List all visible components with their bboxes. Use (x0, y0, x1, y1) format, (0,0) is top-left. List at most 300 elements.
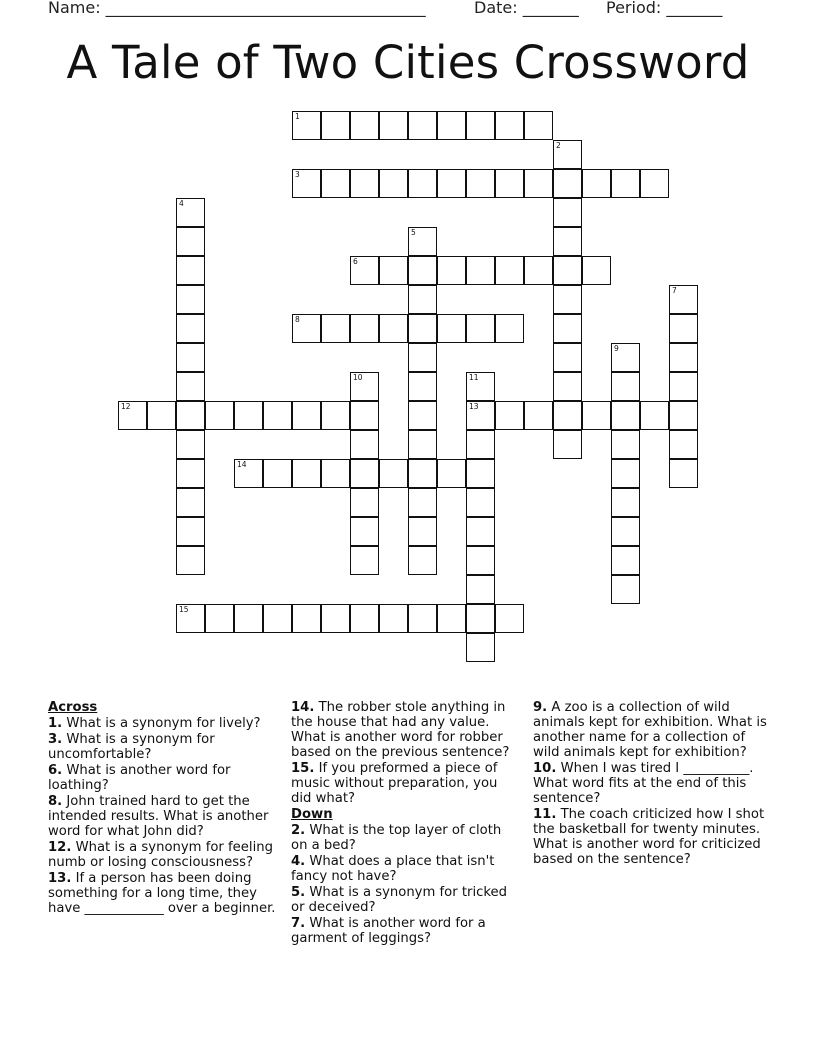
letter-input[interactable] (496, 605, 523, 632)
clue-column-3 (533, 700, 769, 868)
grid-cell[interactable] (466, 372, 495, 401)
grid-cell[interactable] (350, 169, 379, 198)
clue-item-number: 2. (291, 823, 306, 838)
letter-input[interactable] (496, 402, 523, 429)
letter-input[interactable] (583, 402, 610, 429)
grid-cell[interactable] (176, 227, 205, 256)
grid-cell[interactable] (350, 314, 379, 343)
grid-cell[interactable] (524, 111, 553, 140)
letter-input[interactable] (438, 170, 465, 197)
grid-cell[interactable] (321, 169, 350, 198)
letter-input[interactable] (554, 141, 581, 168)
date-field[interactable]: Date: _______ (474, 0, 579, 17)
grid-cell[interactable] (495, 604, 524, 633)
clue-item (291, 885, 519, 915)
grid-cell[interactable] (321, 314, 350, 343)
letter-input[interactable] (380, 460, 407, 487)
clue-number: 15 (179, 605, 189, 614)
letter-input[interactable] (612, 518, 639, 545)
letter-input[interactable] (554, 228, 581, 255)
grid-cell[interactable] (611, 169, 640, 198)
letter-input[interactable] (409, 315, 436, 342)
grid-cell[interactable] (408, 314, 437, 343)
grid-cell[interactable] (437, 256, 466, 285)
grid-cell[interactable] (524, 401, 553, 430)
grid-cell[interactable] (234, 459, 263, 488)
clue-item-text: A zoo is a collection of wild animals kept for exhibition. What is another name for a collection of wild animals kept for exhibition? (533, 700, 767, 760)
grid-cell[interactable] (379, 459, 408, 488)
letter-input[interactable] (293, 460, 320, 487)
clue-item-number: 13. (48, 871, 72, 886)
grid-cell[interactable] (176, 517, 205, 546)
letter-input[interactable] (264, 460, 291, 487)
section-heading-across: Across (48, 700, 98, 715)
grid-cell[interactable] (321, 459, 350, 488)
grid-cell[interactable] (321, 604, 350, 633)
grid-cell[interactable] (466, 546, 495, 575)
grid-cell[interactable] (553, 314, 582, 343)
grid-cell[interactable] (234, 604, 263, 633)
grid-cell[interactable] (611, 343, 640, 372)
letter-input[interactable] (496, 112, 523, 139)
grid-cell[interactable] (350, 488, 379, 517)
clue-item-text: The coach criticized how I shot the basketball for twenty minutes. What is another word for criticized based on the sentence? (533, 807, 765, 867)
grid-cell[interactable] (408, 285, 437, 314)
letter-input[interactable] (554, 170, 581, 197)
letter-input[interactable] (177, 315, 204, 342)
grid-cell[interactable] (640, 169, 669, 198)
grid-cell[interactable] (437, 169, 466, 198)
letter-input[interactable] (467, 634, 494, 661)
letter-input[interactable] (177, 402, 204, 429)
grid-cell[interactable] (553, 285, 582, 314)
grid-cell[interactable] (553, 169, 582, 198)
letter-input[interactable] (554, 286, 581, 313)
letter-input[interactable] (670, 402, 697, 429)
letter-input[interactable] (177, 373, 204, 400)
grid-cell[interactable] (669, 285, 698, 314)
letter-input[interactable] (554, 199, 581, 226)
letter-input[interactable] (322, 605, 349, 632)
letter-input[interactable] (351, 547, 378, 574)
letter-input[interactable] (264, 402, 291, 429)
grid-cell[interactable] (379, 604, 408, 633)
clue-item-text: What does a place that isn't fancy not have? (291, 854, 495, 884)
letter-input[interactable] (293, 402, 320, 429)
clue-number: 7 (672, 286, 677, 295)
letter-input[interactable] (525, 170, 552, 197)
grid-cell[interactable] (640, 401, 669, 430)
grid-cell[interactable] (263, 401, 292, 430)
section-heading-down: Down (291, 807, 333, 822)
grid-cell[interactable] (321, 111, 350, 140)
grid-cell[interactable] (408, 111, 437, 140)
letter-input[interactable] (641, 170, 668, 197)
grid-cell[interactable] (350, 256, 379, 285)
grid-cell[interactable] (553, 430, 582, 459)
grid-cell[interactable] (524, 169, 553, 198)
letter-input[interactable] (554, 257, 581, 284)
letter-input[interactable] (525, 257, 552, 284)
letter-input[interactable] (612, 431, 639, 458)
clue-item (48, 794, 280, 839)
grid-cell[interactable] (582, 169, 611, 198)
letter-input[interactable] (148, 402, 175, 429)
grid-cell[interactable] (350, 401, 379, 430)
grid-cell[interactable] (669, 314, 698, 343)
grid-cell[interactable] (350, 372, 379, 401)
letter-input[interactable] (496, 170, 523, 197)
letter-input[interactable] (293, 605, 320, 632)
grid-cell[interactable] (176, 372, 205, 401)
clue-item-text: If you preformed a piece of music without preparation, you did what? (291, 761, 498, 806)
clue-number: 5 (411, 228, 416, 237)
letter-input[interactable] (467, 576, 494, 603)
letter-input[interactable] (641, 402, 668, 429)
grid-cell[interactable] (350, 517, 379, 546)
grid-cell[interactable] (611, 401, 640, 430)
letter-input[interactable] (380, 112, 407, 139)
letter-input[interactable] (206, 605, 233, 632)
clue-item-number: 12. (48, 840, 72, 855)
letter-input[interactable] (612, 576, 639, 603)
grid-cell[interactable] (147, 401, 176, 430)
grid-cell[interactable] (292, 314, 321, 343)
grid-cell[interactable] (611, 372, 640, 401)
letter-input[interactable] (525, 112, 552, 139)
grid-cell[interactable] (669, 430, 698, 459)
name-field[interactable]: Name: ________________________________________ (48, 0, 426, 17)
letter-input[interactable] (409, 344, 436, 371)
grid-cell[interactable] (669, 343, 698, 372)
clue-number: 11 (469, 373, 479, 382)
grid-cell[interactable] (466, 401, 495, 430)
letter-input[interactable] (351, 460, 378, 487)
grid-cell[interactable] (176, 343, 205, 372)
grid-cell[interactable] (263, 604, 292, 633)
grid-cell[interactable] (466, 517, 495, 546)
clue-item-text: What is a synonym for feeling numb or losing consciousness? (48, 840, 273, 870)
letter-input[interactable] (554, 431, 581, 458)
grid-cell[interactable] (350, 546, 379, 575)
letter-input[interactable] (351, 489, 378, 516)
letter-input[interactable] (670, 286, 697, 313)
grid-cell[interactable] (611, 459, 640, 488)
letter-input[interactable] (496, 315, 523, 342)
grid-cell[interactable] (176, 314, 205, 343)
letter-input[interactable] (177, 286, 204, 313)
grid-cell[interactable] (495, 111, 524, 140)
grid-cell[interactable] (176, 285, 205, 314)
grid-cell[interactable] (350, 459, 379, 488)
clue-number: 9 (614, 344, 619, 353)
letter-input[interactable] (177, 344, 204, 371)
grid-cell[interactable] (495, 401, 524, 430)
letter-input[interactable] (409, 547, 436, 574)
letter-input[interactable] (670, 373, 697, 400)
letter-input[interactable] (177, 257, 204, 284)
grid-cell[interactable] (466, 459, 495, 488)
letter-input[interactable] (583, 170, 610, 197)
grid-cell[interactable] (553, 343, 582, 372)
grid-cell[interactable] (176, 459, 205, 488)
clue-item-text: What is another word for loathing? (48, 763, 231, 793)
grid-cell[interactable] (408, 459, 437, 488)
letter-input[interactable] (409, 431, 436, 458)
grid-cell[interactable] (495, 169, 524, 198)
letter-input[interactable] (612, 170, 639, 197)
letter-input[interactable] (670, 344, 697, 371)
letter-input[interactable] (583, 257, 610, 284)
letter-input[interactable] (351, 605, 378, 632)
grid-cell[interactable] (611, 488, 640, 517)
grid-cell[interactable] (466, 488, 495, 517)
grid-cell[interactable] (176, 198, 205, 227)
letter-input[interactable] (351, 373, 378, 400)
letter-input[interactable] (177, 228, 204, 255)
letter-input[interactable] (351, 402, 378, 429)
clue-item-number: 8. (48, 794, 63, 809)
letter-input[interactable] (612, 402, 639, 429)
grid-cell[interactable] (176, 401, 205, 430)
grid-cell[interactable] (234, 401, 263, 430)
letter-input[interactable] (177, 605, 204, 632)
clue-column-2 (291, 700, 519, 947)
letter-input[interactable] (235, 402, 262, 429)
grid-cell[interactable] (437, 459, 466, 488)
letter-input[interactable] (235, 460, 262, 487)
letter-input[interactable] (409, 373, 436, 400)
grid-cell[interactable] (437, 111, 466, 140)
letter-input[interactable] (322, 460, 349, 487)
grid-cell[interactable] (408, 256, 437, 285)
clue-number: 8 (295, 315, 300, 324)
letter-input[interactable] (409, 489, 436, 516)
letter-input[interactable] (670, 460, 697, 487)
letter-input[interactable] (612, 460, 639, 487)
grid-cell[interactable] (408, 372, 437, 401)
grid-cell[interactable] (466, 430, 495, 459)
grid-cell[interactable] (379, 111, 408, 140)
letter-input[interactable] (293, 112, 320, 139)
letter-input[interactable] (177, 460, 204, 487)
letter-input[interactable] (351, 431, 378, 458)
letter-input[interactable] (554, 315, 581, 342)
grid-cell[interactable] (408, 488, 437, 517)
letter-input[interactable] (438, 112, 465, 139)
letter-input[interactable] (322, 402, 349, 429)
letter-input[interactable] (670, 431, 697, 458)
grid-cell[interactable] (379, 314, 408, 343)
grid-cell[interactable] (292, 111, 321, 140)
letter-input[interactable] (380, 170, 407, 197)
letter-input[interactable] (525, 402, 552, 429)
letter-input[interactable] (409, 228, 436, 255)
grid-cell[interactable] (350, 430, 379, 459)
grid-cell[interactable] (408, 227, 437, 256)
grid-cell[interactable] (466, 256, 495, 285)
grid-cell[interactable] (176, 488, 205, 517)
letter-input[interactable] (177, 199, 204, 226)
grid-cell[interactable] (582, 256, 611, 285)
grid-cell[interactable] (408, 546, 437, 575)
letter-input[interactable] (206, 402, 233, 429)
clue-item-number: 5. (291, 885, 306, 900)
grid-cell[interactable] (553, 198, 582, 227)
grid-cell[interactable] (466, 314, 495, 343)
letter-input[interactable] (438, 257, 465, 284)
letter-input[interactable] (409, 605, 436, 632)
grid-cell[interactable] (553, 372, 582, 401)
grid-cell[interactable] (669, 372, 698, 401)
letter-input[interactable] (351, 170, 378, 197)
letter-input[interactable] (467, 402, 494, 429)
letter-input[interactable] (612, 344, 639, 371)
letter-input[interactable] (554, 402, 581, 429)
letter-input[interactable] (467, 547, 494, 574)
grid-cell[interactable] (176, 256, 205, 285)
letter-input[interactable] (467, 315, 494, 342)
clue-item-text: What is a synonym for tricked or deceived? (291, 885, 508, 915)
letter-input[interactable] (670, 315, 697, 342)
grid-cell[interactable] (205, 401, 234, 430)
letter-input[interactable] (293, 315, 320, 342)
grid-cell[interactable] (379, 256, 408, 285)
clue-item-number: 14. (291, 700, 315, 715)
grid-cell[interactable] (176, 546, 205, 575)
letter-input[interactable] (409, 460, 436, 487)
grid-cell[interactable] (466, 111, 495, 140)
clue-item (291, 916, 519, 946)
letter-input[interactable] (380, 257, 407, 284)
clue-item (48, 871, 280, 916)
grid-cell[interactable] (553, 227, 582, 256)
letter-input[interactable] (119, 402, 146, 429)
letter-input[interactable] (409, 286, 436, 313)
letter-input[interactable] (177, 431, 204, 458)
letter-input[interactable] (264, 605, 291, 632)
grid-cell[interactable] (408, 401, 437, 430)
grid-cell[interactable] (292, 169, 321, 198)
letter-input[interactable] (409, 518, 436, 545)
clue-column-1 (48, 700, 280, 917)
letter-input[interactable] (467, 518, 494, 545)
grid-cell[interactable] (466, 169, 495, 198)
letter-input[interactable] (409, 402, 436, 429)
letter-input[interactable] (554, 344, 581, 371)
letter-input[interactable] (554, 373, 581, 400)
letter-input[interactable] (293, 170, 320, 197)
letter-input[interactable] (467, 170, 494, 197)
clue-item (48, 840, 280, 870)
grid-cell[interactable] (582, 401, 611, 430)
letter-input[interactable] (351, 315, 378, 342)
letter-input[interactable] (351, 112, 378, 139)
grid-cell[interactable] (350, 604, 379, 633)
letter-input[interactable] (496, 257, 523, 284)
letter-input[interactable] (322, 112, 349, 139)
grid-cell[interactable] (408, 343, 437, 372)
letter-input[interactable] (438, 460, 465, 487)
grid-cell[interactable] (553, 140, 582, 169)
grid-cell[interactable] (292, 459, 321, 488)
letter-input[interactable] (409, 257, 436, 284)
clue-item-number: 3. (48, 732, 63, 747)
grid-cell[interactable] (553, 401, 582, 430)
letter-input[interactable] (467, 373, 494, 400)
letter-input[interactable] (322, 315, 349, 342)
letter-input[interactable] (612, 489, 639, 516)
letter-input[interactable] (612, 373, 639, 400)
letter-input[interactable] (438, 605, 465, 632)
grid-cell[interactable] (176, 604, 205, 633)
letter-input[interactable] (351, 257, 378, 284)
letter-input[interactable] (467, 605, 494, 632)
letter-input[interactable] (467, 112, 494, 139)
grid-cell[interactable] (292, 401, 321, 430)
letter-input[interactable] (467, 489, 494, 516)
letter-input[interactable] (380, 315, 407, 342)
clue-item-text: John trained hard to get the intended results. What is another word for what John did? (48, 794, 269, 839)
grid-cell[interactable] (437, 314, 466, 343)
grid-cell[interactable] (321, 401, 350, 430)
letter-input[interactable] (380, 605, 407, 632)
grid-cell[interactable] (205, 604, 234, 633)
grid-cell[interactable] (176, 430, 205, 459)
clue-item-number: 10. (533, 761, 557, 776)
grid-cell[interactable] (408, 517, 437, 546)
grid-cell[interactable] (611, 430, 640, 459)
grid-cell[interactable] (437, 604, 466, 633)
letter-input[interactable] (177, 518, 204, 545)
grid-cell[interactable] (611, 575, 640, 604)
letter-input[interactable] (177, 547, 204, 574)
grid-cell[interactable] (495, 256, 524, 285)
letter-input[interactable] (351, 518, 378, 545)
grid-cell[interactable] (379, 169, 408, 198)
grid-cell[interactable] (611, 517, 640, 546)
clue-number: 2 (556, 141, 561, 150)
letter-input[interactable] (177, 489, 204, 516)
letter-input[interactable] (235, 605, 262, 632)
grid-cell[interactable] (118, 401, 147, 430)
letter-input[interactable] (612, 547, 639, 574)
grid-cell[interactable] (408, 169, 437, 198)
letter-input[interactable] (409, 170, 436, 197)
grid-cell[interactable] (495, 314, 524, 343)
grid-cell[interactable] (553, 256, 582, 285)
letter-input[interactable] (467, 431, 494, 458)
grid-cell[interactable] (408, 604, 437, 633)
grid-cell[interactable] (524, 256, 553, 285)
grid-cell[interactable] (466, 633, 495, 662)
period-field[interactable]: Period: _______ (606, 0, 723, 17)
letter-input[interactable] (438, 315, 465, 342)
grid-cell[interactable] (350, 111, 379, 140)
grid-cell[interactable] (263, 459, 292, 488)
grid-cell[interactable] (669, 401, 698, 430)
letter-input[interactable] (322, 170, 349, 197)
grid-cell[interactable] (408, 430, 437, 459)
grid-cell[interactable] (466, 604, 495, 633)
grid-cell[interactable] (466, 575, 495, 604)
grid-cell[interactable] (669, 459, 698, 488)
letter-input[interactable] (467, 257, 494, 284)
letter-input[interactable] (409, 112, 436, 139)
grid-cell[interactable] (611, 546, 640, 575)
letter-input[interactable] (467, 460, 494, 487)
grid-cell[interactable] (292, 604, 321, 633)
